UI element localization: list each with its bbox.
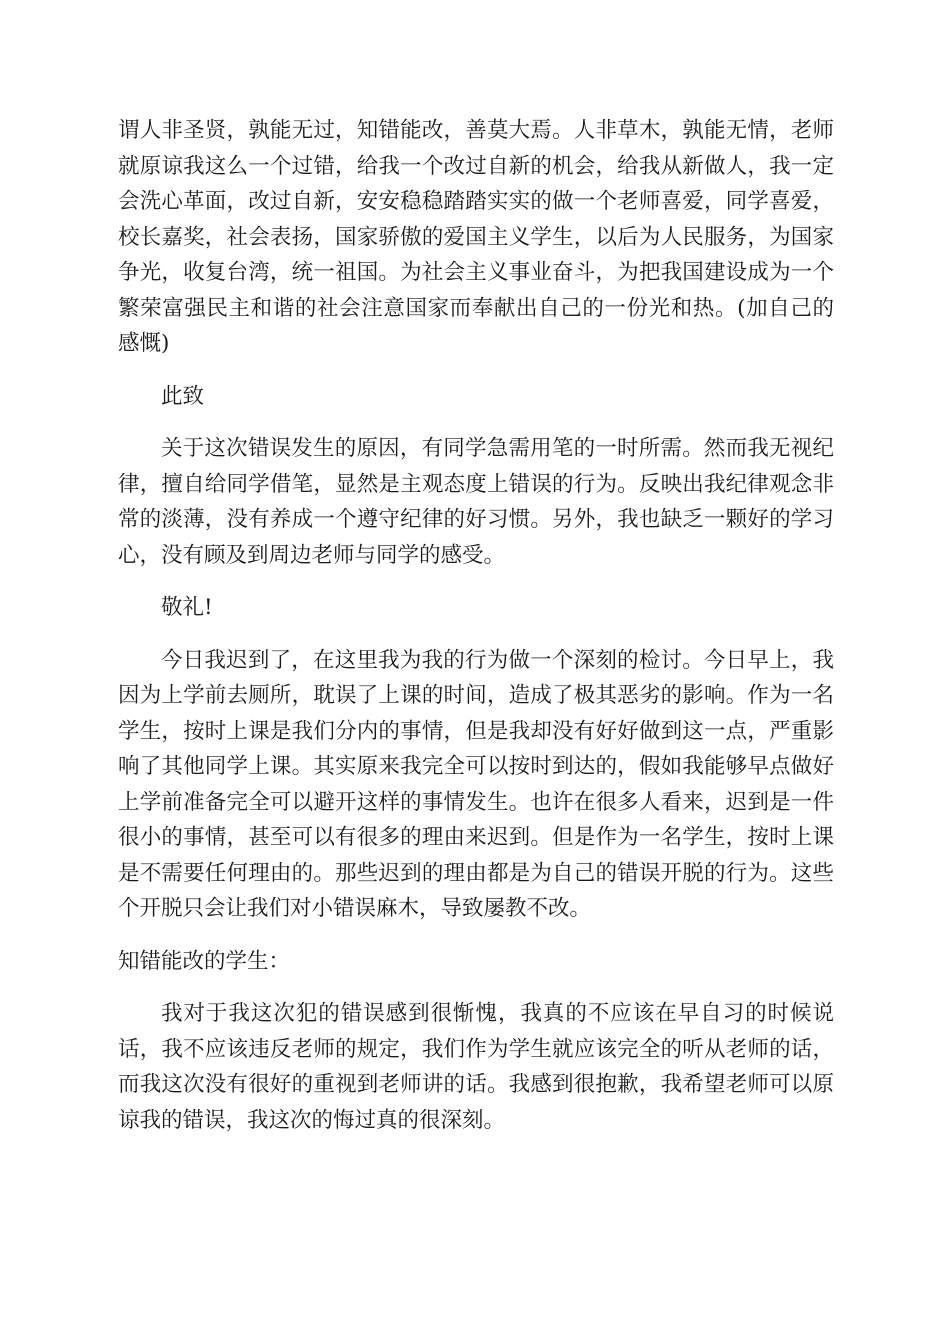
paragraph-jingli: 敬礼! xyxy=(161,595,213,620)
paragraph-late-reflection: 今日我迟到了，在这里我为我的行为做一个深刻的检讨。今日早上，我因为上学前去厕所，耽误了上课的时间，造成了极其恶劣的影响。作为一名学生，按时上课是我们分内的事情，但是我却没有好好做到这一点，严重影响了其他同学上课。其实原来我完全可以按时到达的，假如我能够早点做好上学前准备完全可以避开这样的事情发生。也许在很多人看来，迟到是一件很小的事情，甚至可以有很多的理由来迟到。但是作为一名学生，按时上课是不需要任何理由的。那些迟到的理由都是为自己的错误开脱的行为。这些个开脱只会让我们对小错误麻木，导致屡教不改。 xyxy=(118,647,834,921)
paragraph-salutation: 知错能改的学生： xyxy=(118,948,291,974)
paragraph-cizhi: 此致 xyxy=(161,383,205,409)
paragraph-talking-apology: 我对于我这次犯的错误感到很惭愧，我真的不应该在早自习的时候说话，我不应该违反老师的规定，我们作为学生就应该完全的听从老师的话，而我这次没有很好的重视到老师讲的话。我感到很抱歉，我希望老师可以原谅我的错误，我这次的悔过真的很深刻。 xyxy=(118,1001,834,1133)
paragraph-apology-conclusion: 谓人非圣贤，孰能无过，知错能改，善莫大焉。人非草木，孰能无情，老师就原谅我这么一个过错，给我一个改过自新的机会，给我从新做人，我一定会洗心革面，改过自新，安安稳稳踏踏实实的做一个老师喜爱，同学喜爱，校长嘉奖，社会表扬，国家骄傲的爱国主义学生，以后为人民服务，为国家争光，收复台湾，统一祖国。为社会主义事业奋斗，为把我国建设成为一个繁荣富强民主和谐的社会注意国家而奉献出自己的一份光和热。(加自己的感慨) xyxy=(118,118,834,356)
document-body xyxy=(118,113,834,1138)
paragraph-error-reason: 关于这次错误发生的原因，有同学急需用笔的一时所需。然而我无视纪律，擅自给同学借笔，显然是主观态度上错误的行为。反映出我纪律观念非常的淡薄，没有养成一个遵守纪律的好习惯。另外，我也缺乏一颗好的学习心，没有顾及到周边老师与同学的感受。 xyxy=(118,436,834,568)
